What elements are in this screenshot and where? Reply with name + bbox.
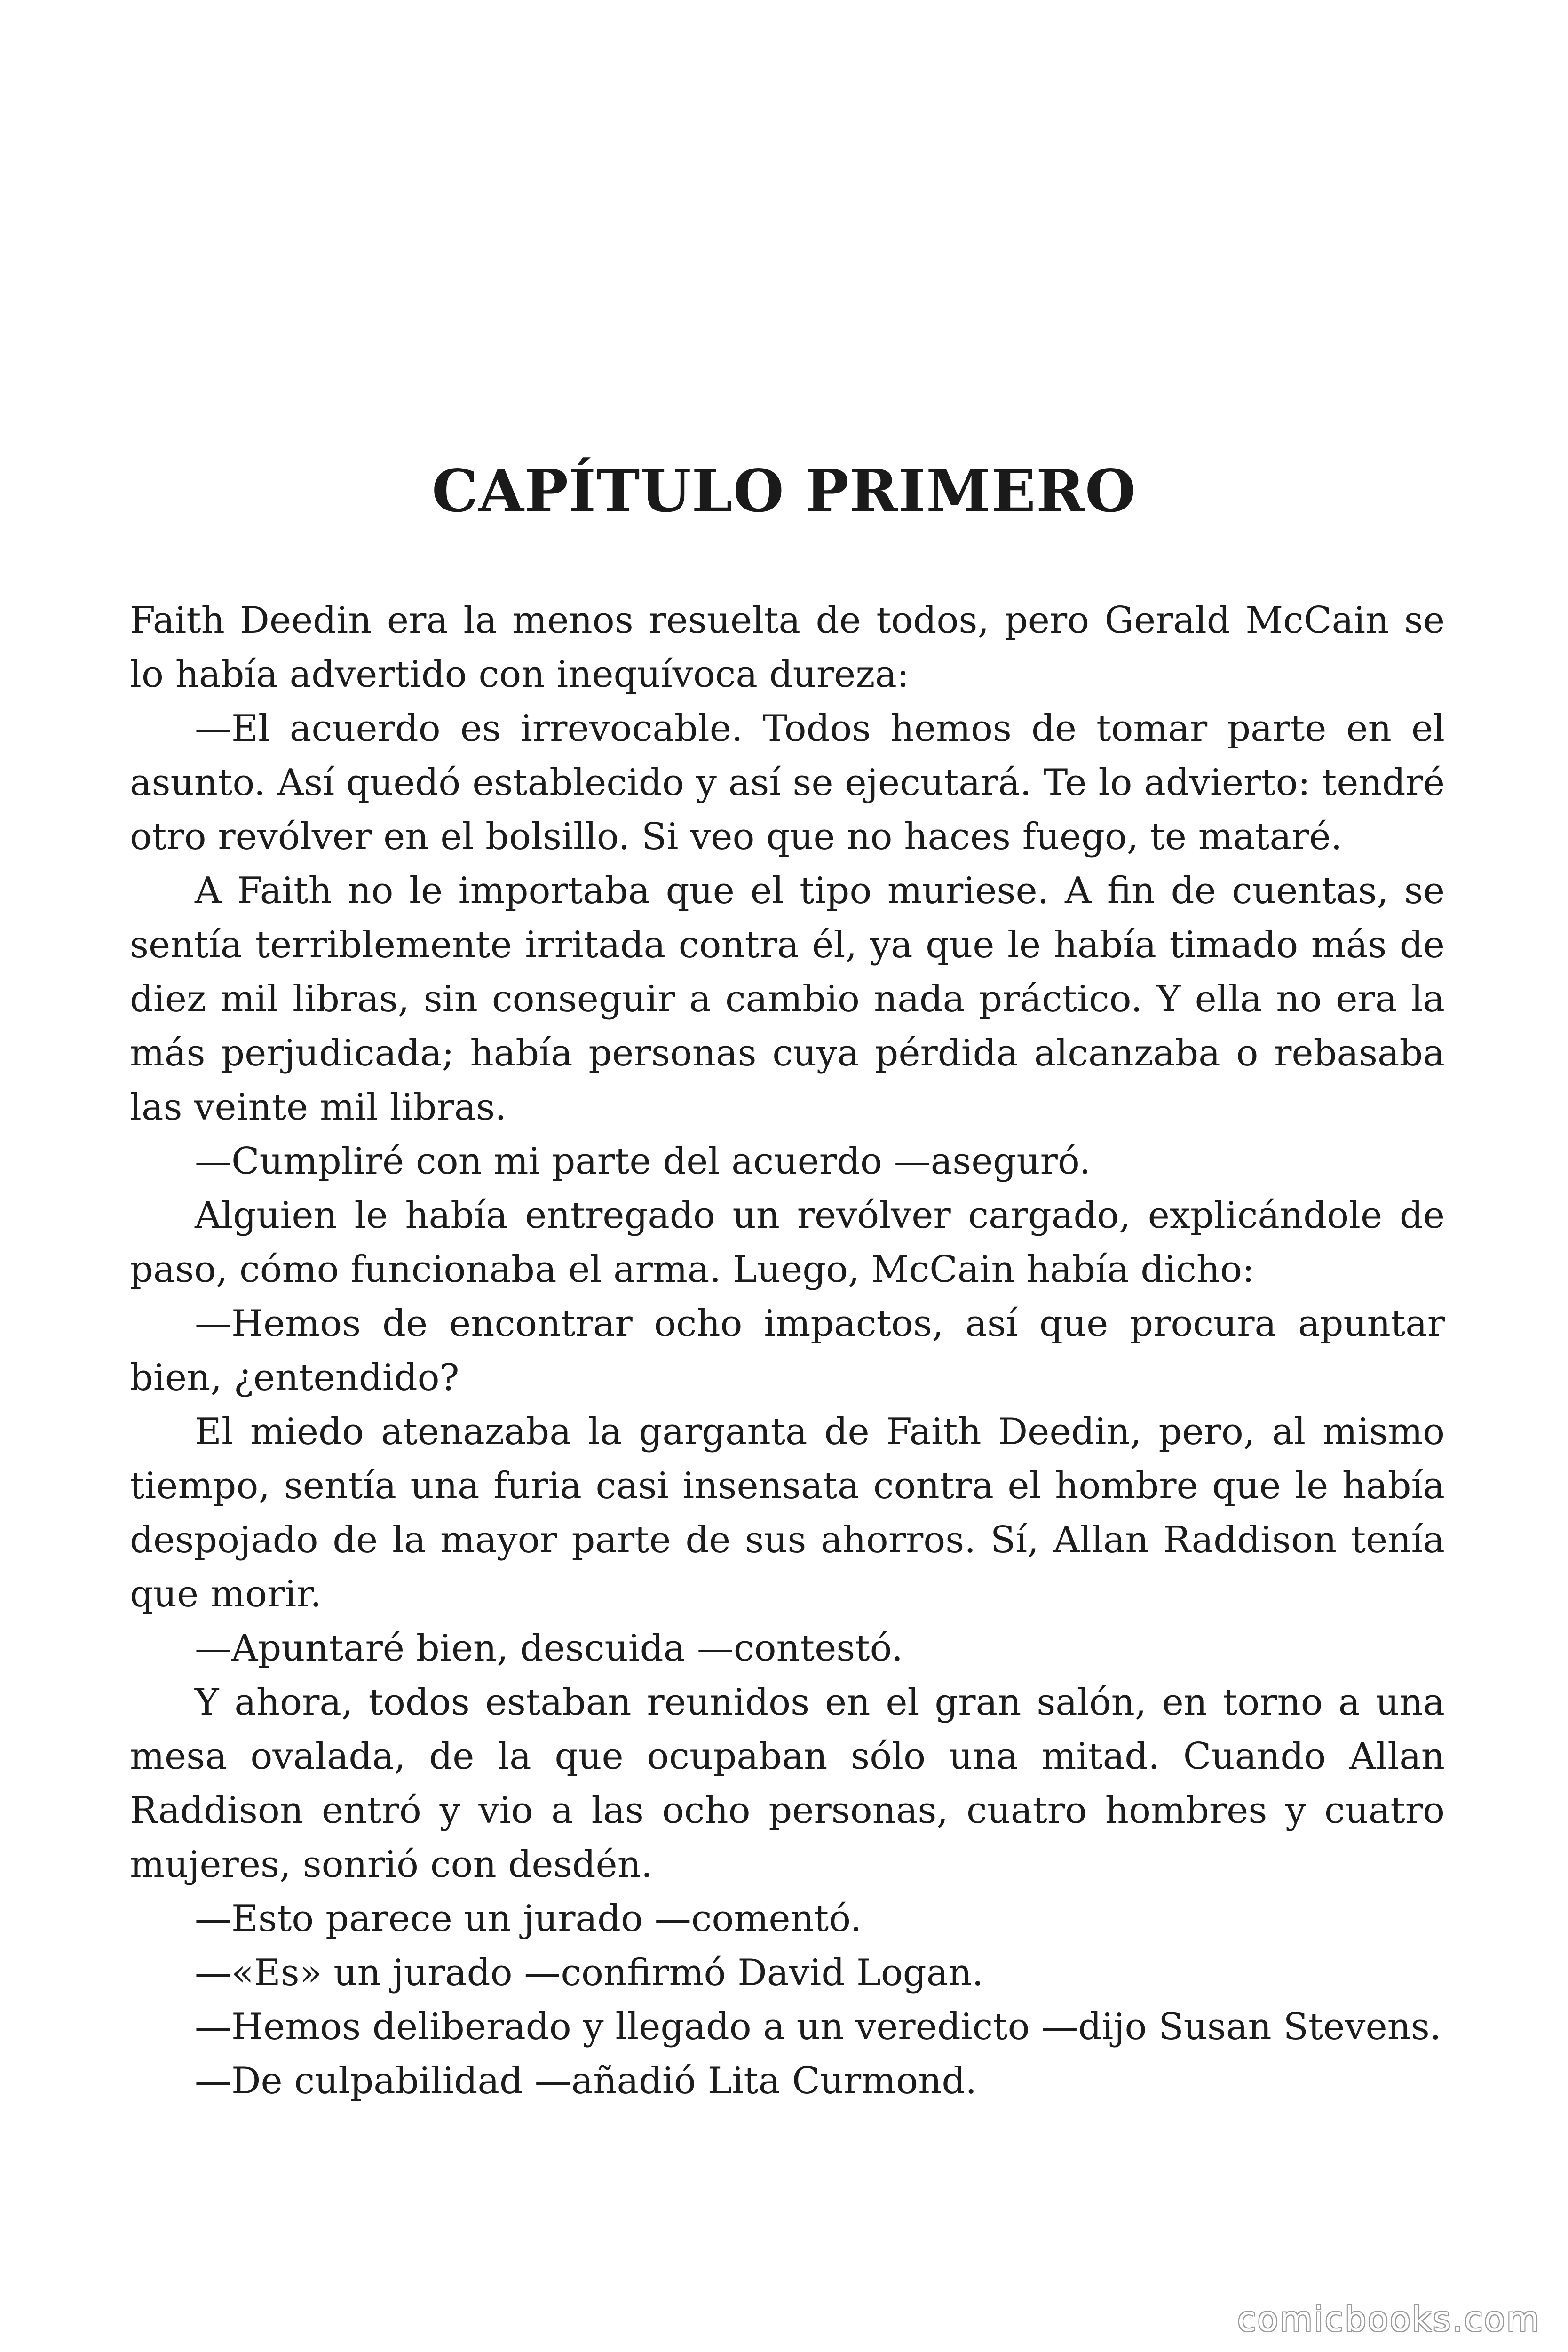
paragraph: A Faith no le importaba que el tipo muriese. A fin de cuentas, se sentía terriblemente irritada contra él, ya que le había timado más de diez mil libras, sin conseguir a cambio nada práctico. Y ella no era la más perjudicada; había personas cuya pérdida alcanzaba o rebasaba las veinte mil libras. <box>130 870 1445 1128</box>
paragraph: —Esto parece un jurado —comentó. <box>195 1898 862 1940</box>
paragraph: —El acuerdo es irrevocable. Todos hemos de tomar parte en el asunto. Así quedó establecido y así se ejecutará. Te lo advierto: tendré otro revólver en el bolsillo. Si veo que no haces fuego, te mataré. <box>130 707 1445 858</box>
paragraph: Y ahora, todos estaban reunidos en el gran salón, en torno a una mesa ovalada, de la que ocupaban sólo una mitad. Cuando Allan Raddison entró y vio a las ocho personas, cuatro hombres y cuatro mujeres, sonrió con desdén. <box>130 1681 1445 1886</box>
watermark: comicbooks.com <box>1237 2299 1541 2339</box>
paragraph: El miedo atenazaba la garganta de Faith Deedin, pero, al mismo tiempo, sentía una furia casi insensata contra el hombre que le había despojado de la mayor parte de sus ahorros. Sí, Allan Raddison tenía que morir. <box>130 1411 1445 1615</box>
paragraph: —Hemos deliberado y llegado a un veredicto —dijo Susan Stevens. <box>195 2006 1441 2048</box>
paragraph: Faith Deedin era la menos resuelta de todos, pero Gerald McCain se lo había advertido con inequívoca dureza: <box>130 599 1445 696</box>
paragraph: —Hemos de encontrar ocho impactos, así que procura apuntar bien, ¿entendido? <box>130 1303 1445 1399</box>
paragraph: —«Es» un jurado —confirmó David Logan. <box>195 1952 984 1994</box>
paragraph: —Cumpliré con mi parte del acuerdo —aseguró. <box>195 1140 1091 1183</box>
chapter-body <box>130 594 1445 2108</box>
paragraph: —De culpabilidad —añadió Lita Curmond. <box>195 2060 977 2102</box>
paragraph: —Apuntaré bien, descuida —contestó. <box>195 1627 903 1669</box>
chapter-title: CAPÍTULO PRIMERO <box>431 457 1137 525</box>
paragraph: Alguien le había entregado un revólver cargado, explicándole de paso, cómo funcionaba el arma. Luego, McCain había dicho: <box>130 1194 1445 1291</box>
